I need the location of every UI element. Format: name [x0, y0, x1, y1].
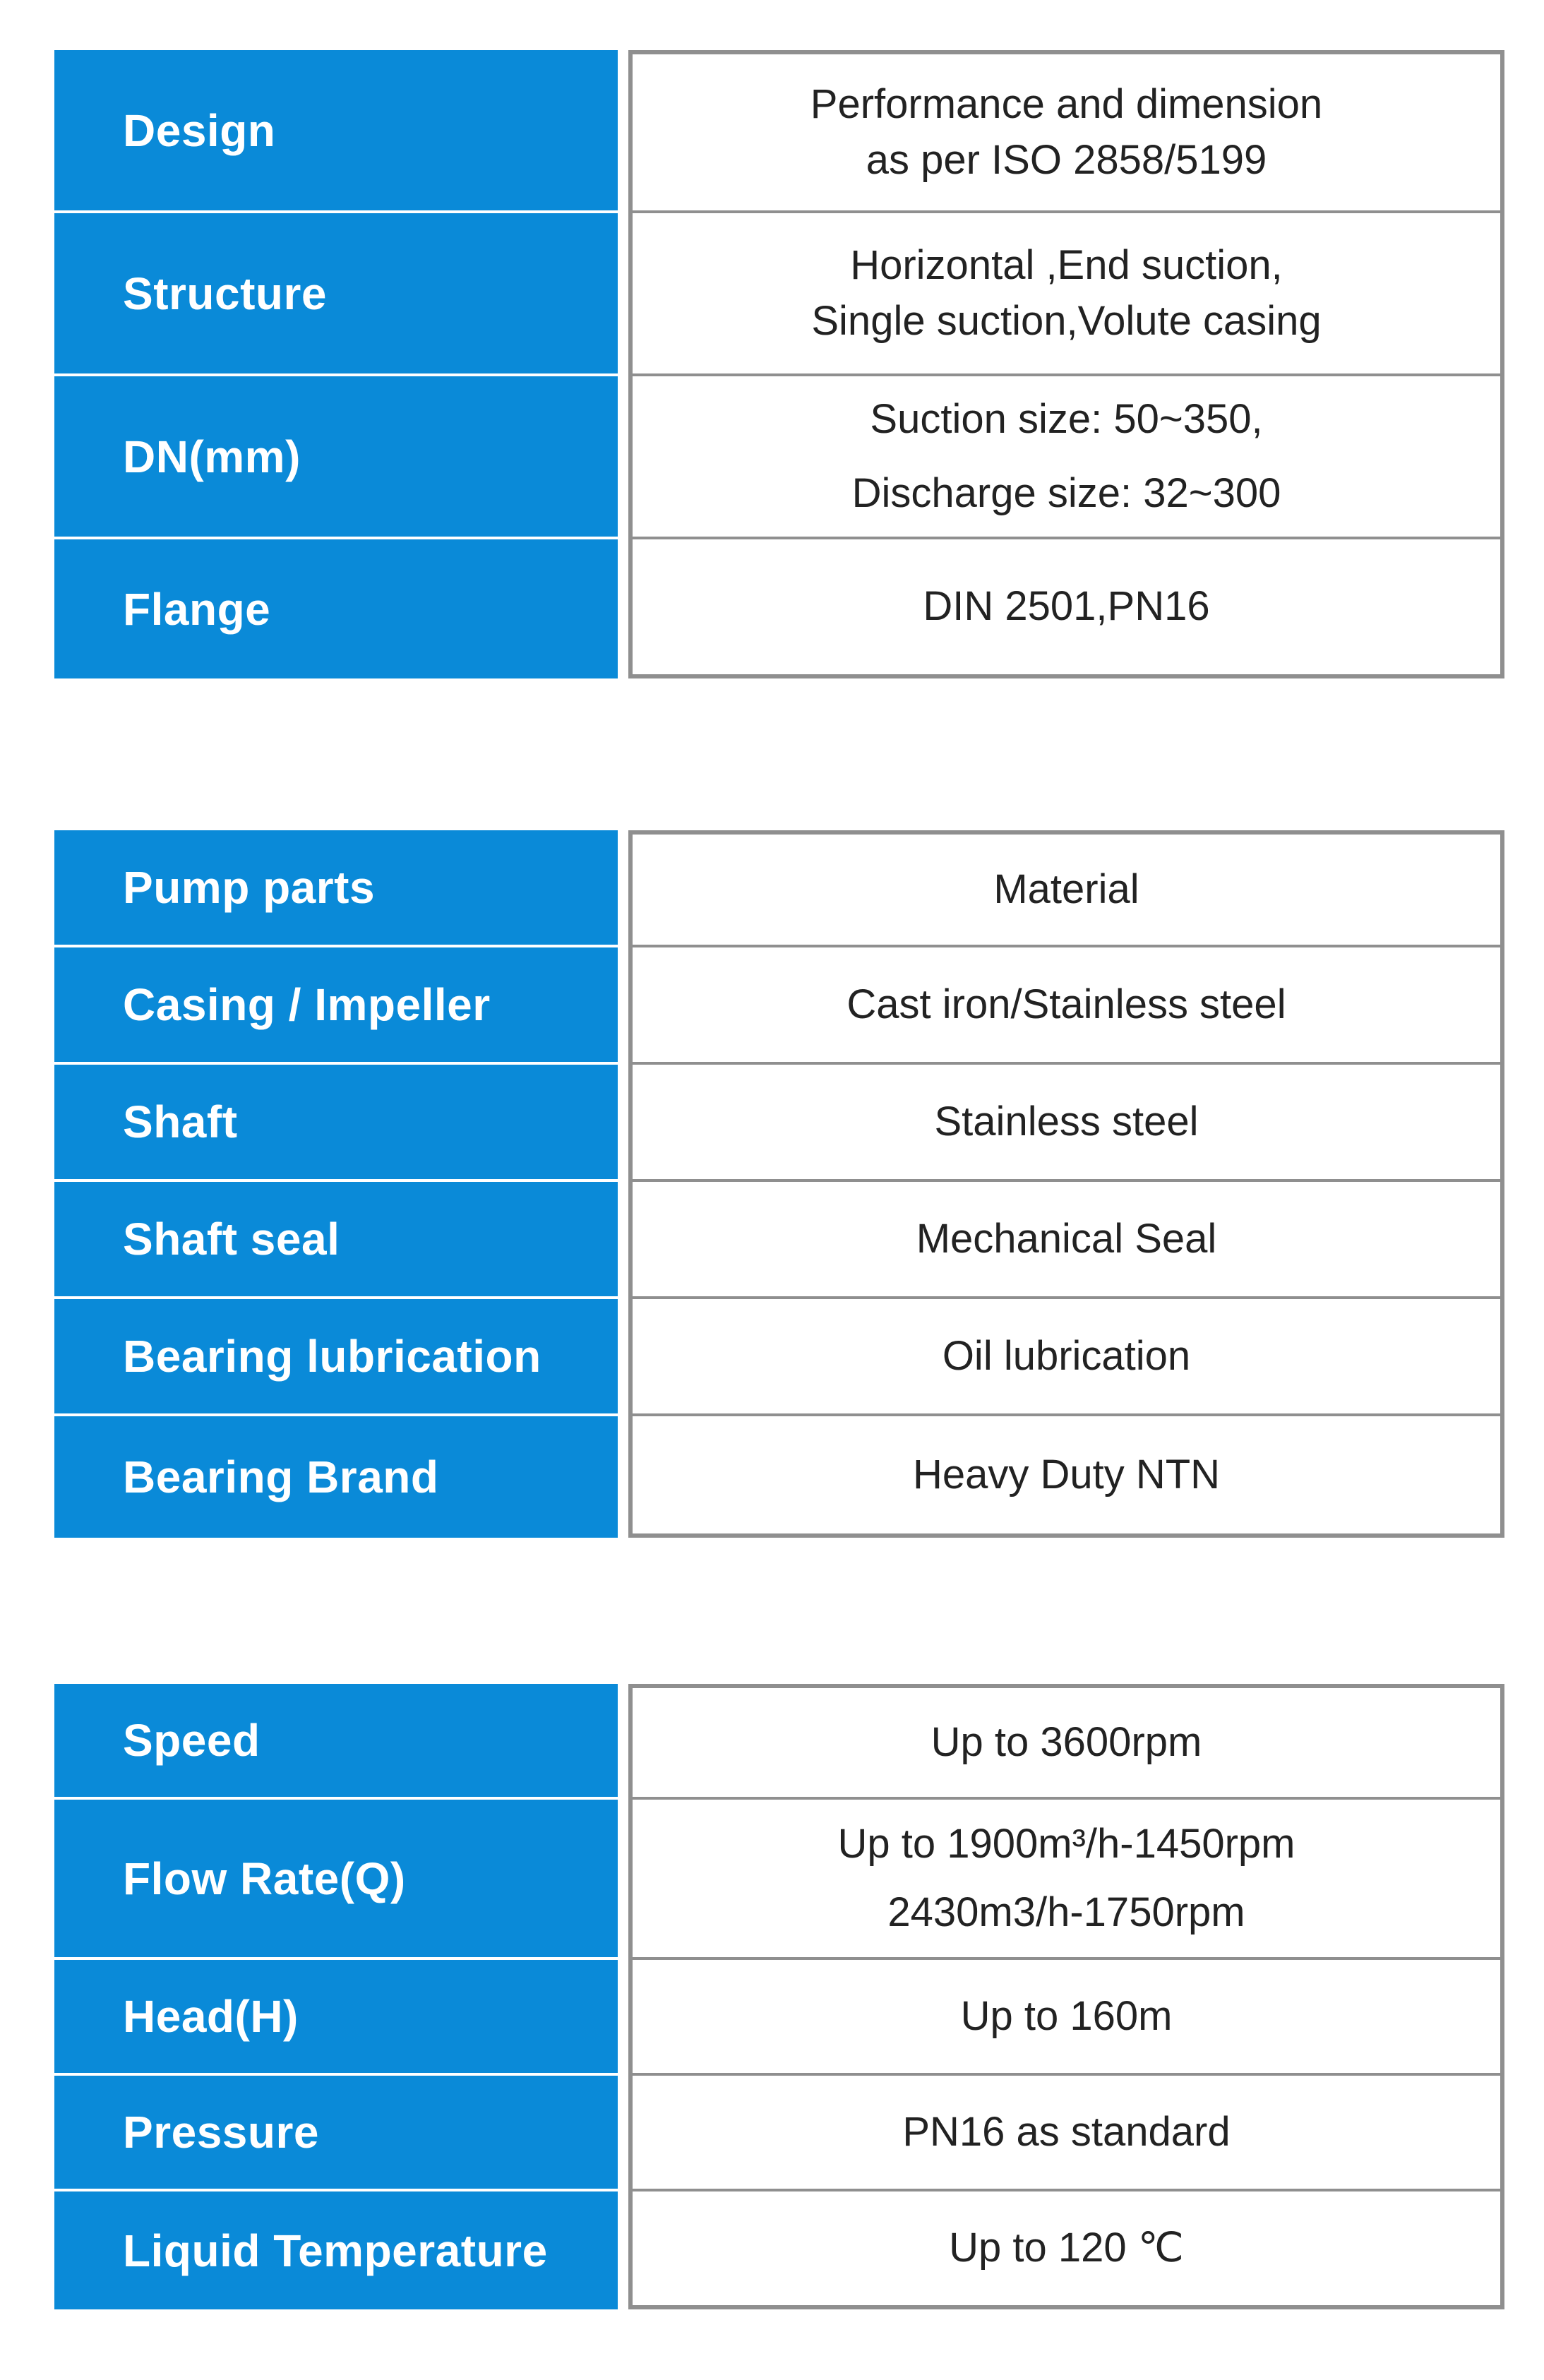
row-label: Flange — [54, 539, 618, 678]
row-label: Flow Rate(Q) — [54, 1800, 618, 1957]
row-label: Speed — [54, 1684, 618, 1797]
value-line: Suction size: 50~350, — [870, 396, 1263, 443]
row-value — [633, 1416, 1500, 1533]
row-value — [633, 1688, 1500, 1797]
row-label: Casing / Impeller — [54, 947, 618, 1062]
row-value — [633, 1182, 1500, 1296]
row-value — [633, 376, 1500, 537]
value-line: Up to 160m — [960, 1992, 1173, 2039]
row-value — [633, 539, 1500, 674]
row-label: Structure — [54, 213, 618, 373]
row-value — [633, 1299, 1500, 1413]
row-label: Liquid Temperature — [54, 2191, 618, 2309]
row-value — [633, 213, 1500, 373]
row-label: Bearing Brand — [54, 1416, 618, 1538]
value-line: PN16 as standard — [902, 2108, 1231, 2155]
value-line: Material — [993, 866, 1139, 912]
row-value — [633, 2076, 1500, 2189]
row-value — [633, 1065, 1500, 1179]
value-line: DIN 2501,PN16 — [923, 583, 1210, 630]
value-column — [628, 830, 1504, 1538]
value-line: Heavy Duty NTN — [912, 1451, 1221, 1497]
value-line: Horizontal ,End suction, — [850, 242, 1283, 289]
row-label: Head(H) — [54, 1960, 618, 2073]
value-column — [628, 50, 1504, 678]
row-value — [633, 947, 1500, 1062]
row-label: Pump parts — [54, 830, 618, 945]
material-specs-table — [54, 830, 1504, 1538]
row-label: Shaft — [54, 1065, 618, 1179]
row-value — [633, 835, 1500, 945]
value-line: Up to 3600rpm — [930, 1718, 1202, 1765]
row-value — [633, 54, 1500, 210]
value-line: Cast iron/Stainless steel — [846, 981, 1286, 1027]
value-line: as per ISO 2858/5199 — [866, 136, 1267, 183]
row-label: Design — [54, 50, 618, 210]
value-line: Discharge size: 32~300 — [851, 470, 1281, 516]
value-line: Up to 120 ℃ — [949, 2225, 1184, 2271]
design-specs-table — [54, 50, 1504, 678]
value-line: Stainless steel — [934, 1098, 1199, 1144]
value-line: Up to 1900m³/h-1450rpm — [837, 1821, 1295, 1867]
value-line: Mechanical Seal — [916, 1215, 1217, 1262]
row-value — [633, 2191, 1500, 2305]
value-line: Performance and dimension — [810, 81, 1323, 128]
value-line: Single suction,Volute casing — [811, 297, 1322, 344]
row-label: Shaft seal — [54, 1182, 618, 1296]
value-column — [628, 1684, 1504, 2309]
row-label: Pressure — [54, 2076, 618, 2189]
row-value — [633, 1800, 1500, 1957]
performance-specs-table — [54, 1684, 1504, 2309]
row-value — [633, 1960, 1500, 2073]
value-line: 2430m3/h-1750rpm — [887, 1889, 1245, 1935]
row-label: DN(mm) — [54, 376, 618, 537]
value-line: Oil lubrication — [942, 1332, 1191, 1379]
row-label: Bearing lubrication — [54, 1299, 618, 1413]
